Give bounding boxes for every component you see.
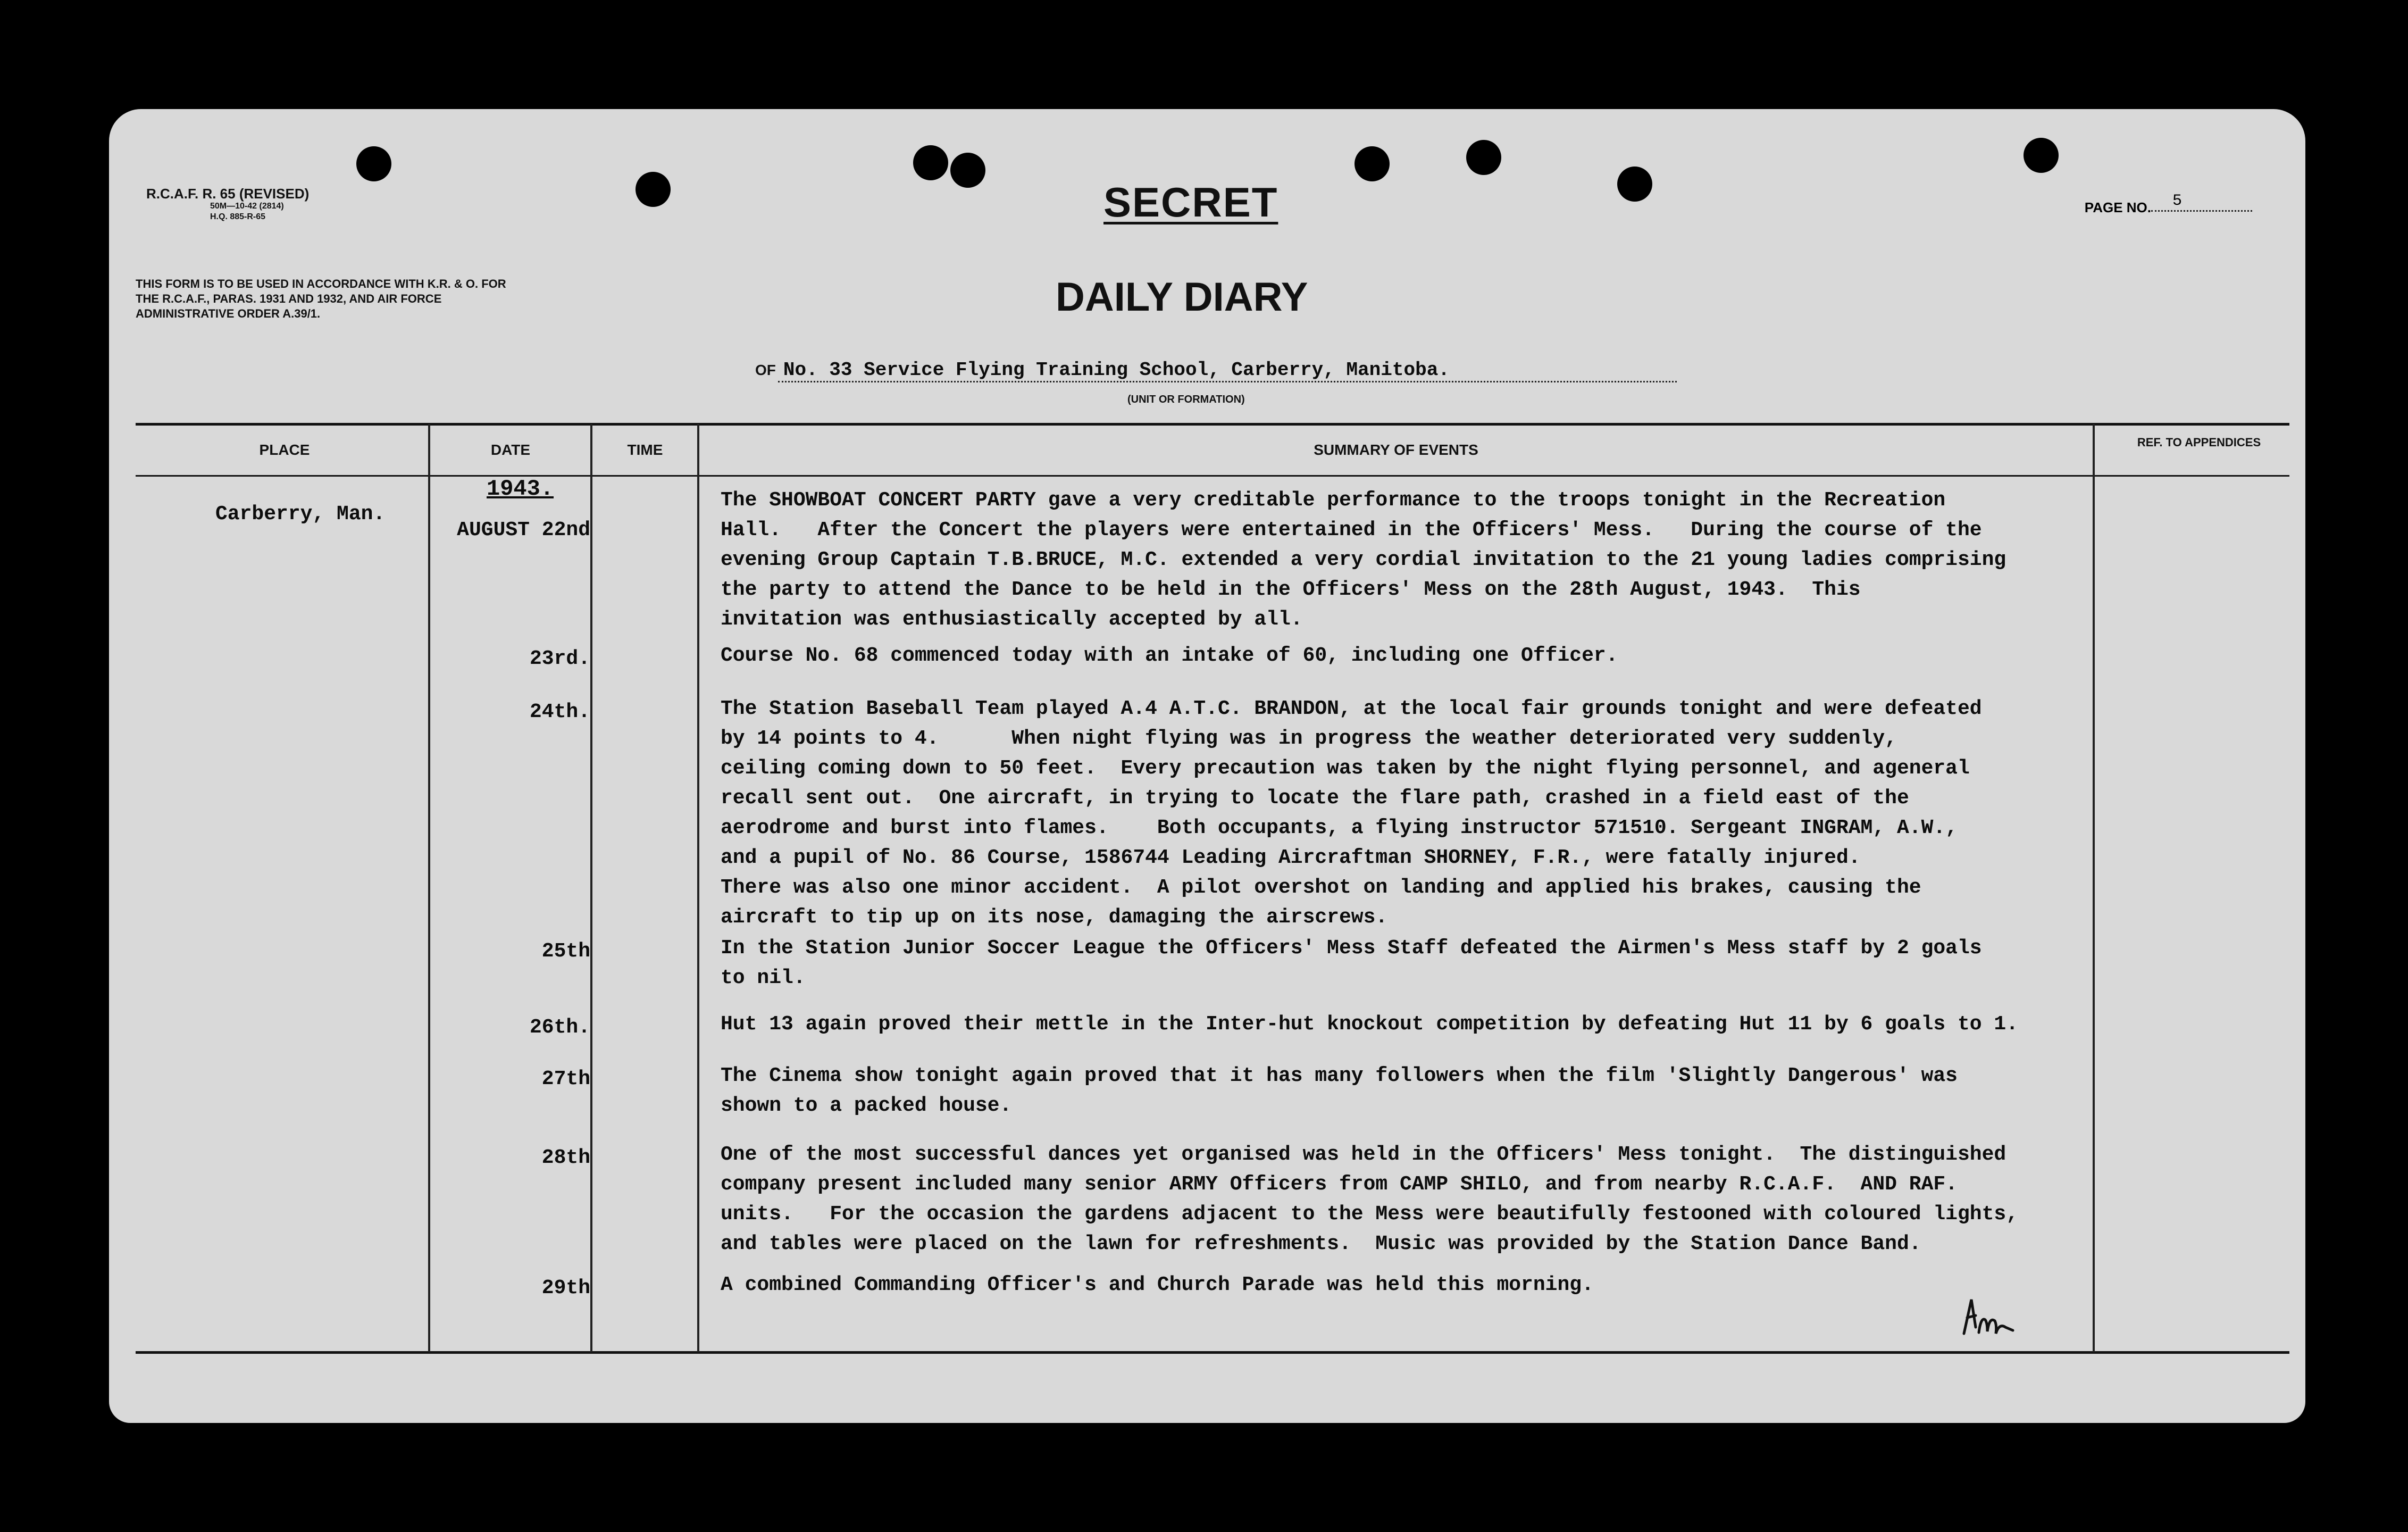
table-top-rule xyxy=(136,423,2289,426)
column-header-date: DATE xyxy=(490,442,531,458)
column-divider xyxy=(697,424,699,1352)
punch-hole xyxy=(356,146,391,181)
diary-entry: The Cinema show tonight again proved that it has many followers when the film 'Slightly Dangerous' was shown to a packed house. xyxy=(721,1064,1958,1117)
punch-hole xyxy=(2024,138,2059,173)
punch-hole xyxy=(1617,166,1652,202)
punch-hole xyxy=(950,153,985,188)
diary-entry: One of the most successful dances yet organised was held in the Officers' Mess tonight. The distinguished company present included many senior ARMY Officers from CAMP SHILO, and from nearby R.C.A.F. AND RAF. units. For the occasion the gardens adjacent to the Mess were beautifully festooned with coloured lights, and tables were placed on the lawn for refreshments. Music was provided by the Station Dance Band. xyxy=(721,1143,2018,1255)
page-number-value: 5 xyxy=(2151,192,2252,212)
column-header-appendices: REF. TO APPENDICES xyxy=(2137,436,2261,449)
column-divider xyxy=(590,424,592,1352)
diary-entry: The Station Baseball Team played A.4 A.T.C. BRANDON, at the local fair grounds tonight and were defeated by 14 points to 4. When night flying was in progress the weather deteriorated very suddenly, ceiling coming down to 50 feet. Every precaution was taken by the night flying personnel, and ageneral recall sent out. One aircraft, in trying to locate the flare path, crashed in a field east of the aerodrome and burst into flames. Both occupants, a flying instructor 571510. Sergeant INGRAM, A.W., and a pupil of No. 86 Course, 1586744 Leading Aircraftman SHORNEY, F.R., were fatally injured. There was also one minor accident. A pilot overshot on landing and applied his brakes, causing the aircraft to tip up on its nose, damaging the airscrews. xyxy=(721,697,1982,929)
punch-hole xyxy=(1354,146,1390,181)
diary-form xyxy=(109,109,2305,1423)
diary-entry: The SHOWBOAT CONCERT PARTY gave a very creditable performance to the troops tonight in the Recreation Hall. After the Concert the players were entertained in the Officers' Mess. During the course of the evening Group Captain T.B.BRUCE, M.C. extended a very cordial invitation to the 21 young ladies comprising the party to attend the Dance to be held in the Officers' Mess on the 28th August, 1943. This invitation was enthusiastically accepted by all. xyxy=(721,489,2006,631)
page-number-label: PAGE NO. xyxy=(2084,199,2151,215)
diary-entry: Course No. 68 commenced today with an intake of 60, including one Officer. xyxy=(721,644,1618,667)
date-cell: 24th. xyxy=(529,701,590,723)
date-cell: 23rd. xyxy=(529,647,590,670)
classification-heading: SECRET xyxy=(1103,179,1278,226)
column-header-place: PLACE xyxy=(259,442,310,458)
date-cell: 25th xyxy=(541,940,590,963)
form-print-code: 50M—10-42 (2814) xyxy=(210,202,284,211)
diary-entry: In the Station Junior Soccer League the Officers' Mess Staff defeated the Airmen's Mess staff by 2 goals to nil. xyxy=(721,937,1982,989)
table-bottom-rule xyxy=(136,1351,2289,1354)
form-code: R.C.A.F. R. 65 (REVISED) xyxy=(146,186,310,202)
punch-hole xyxy=(636,172,671,207)
diary-entry: Hut 13 again proved their mettle in the Inter-hut knockout competition by defeating Hut 11 by 6 goals to 1. xyxy=(721,1013,2018,1036)
diary-entry: A combined Commanding Officer's and Church Parade was held this morning. xyxy=(721,1273,1594,1296)
date-cell: 28th xyxy=(541,1146,590,1169)
page-number-field xyxy=(2084,192,2252,219)
punch-hole xyxy=(913,145,948,180)
form-reference xyxy=(146,186,309,222)
initials-signature xyxy=(1960,1295,2018,1338)
page-title: DAILY DIARY xyxy=(1056,274,1308,320)
punch-hole xyxy=(1466,140,1501,175)
form-hq-code: H.Q. 885-R-65 xyxy=(210,212,266,221)
column-header-summary: SUMMARY OF EVENTS xyxy=(1314,442,1478,458)
form-instructions: THIS FORM IS TO BE USED IN ACCORDANCE WITH K.R. & O. FOR THE R.C.A.F., PARAS. 1931 AND 1932, AND AIR FORCE ADMINISTRATIVE ORDER A.39/1. xyxy=(136,277,506,320)
date-cell: 29th xyxy=(541,1277,590,1300)
column-header-time: TIME xyxy=(627,442,663,458)
of-label: OF xyxy=(755,362,776,378)
date-cell: 26th. xyxy=(529,1016,590,1039)
header-bottom-rule xyxy=(136,475,2289,477)
place-cell: Carberry, Man. xyxy=(215,503,386,526)
date-cell: AUGUST 22nd xyxy=(457,519,590,542)
unit-name: No. 33 Service Flying Training School, Carberry, Manitoba. xyxy=(778,359,1677,382)
unit-line xyxy=(755,359,1677,382)
column-divider xyxy=(428,424,430,1352)
unit-caption: (UNIT OR FORMATION) xyxy=(1127,394,1245,405)
year-cell: 1943. xyxy=(487,476,554,502)
date-cell: 27th xyxy=(541,1068,590,1090)
